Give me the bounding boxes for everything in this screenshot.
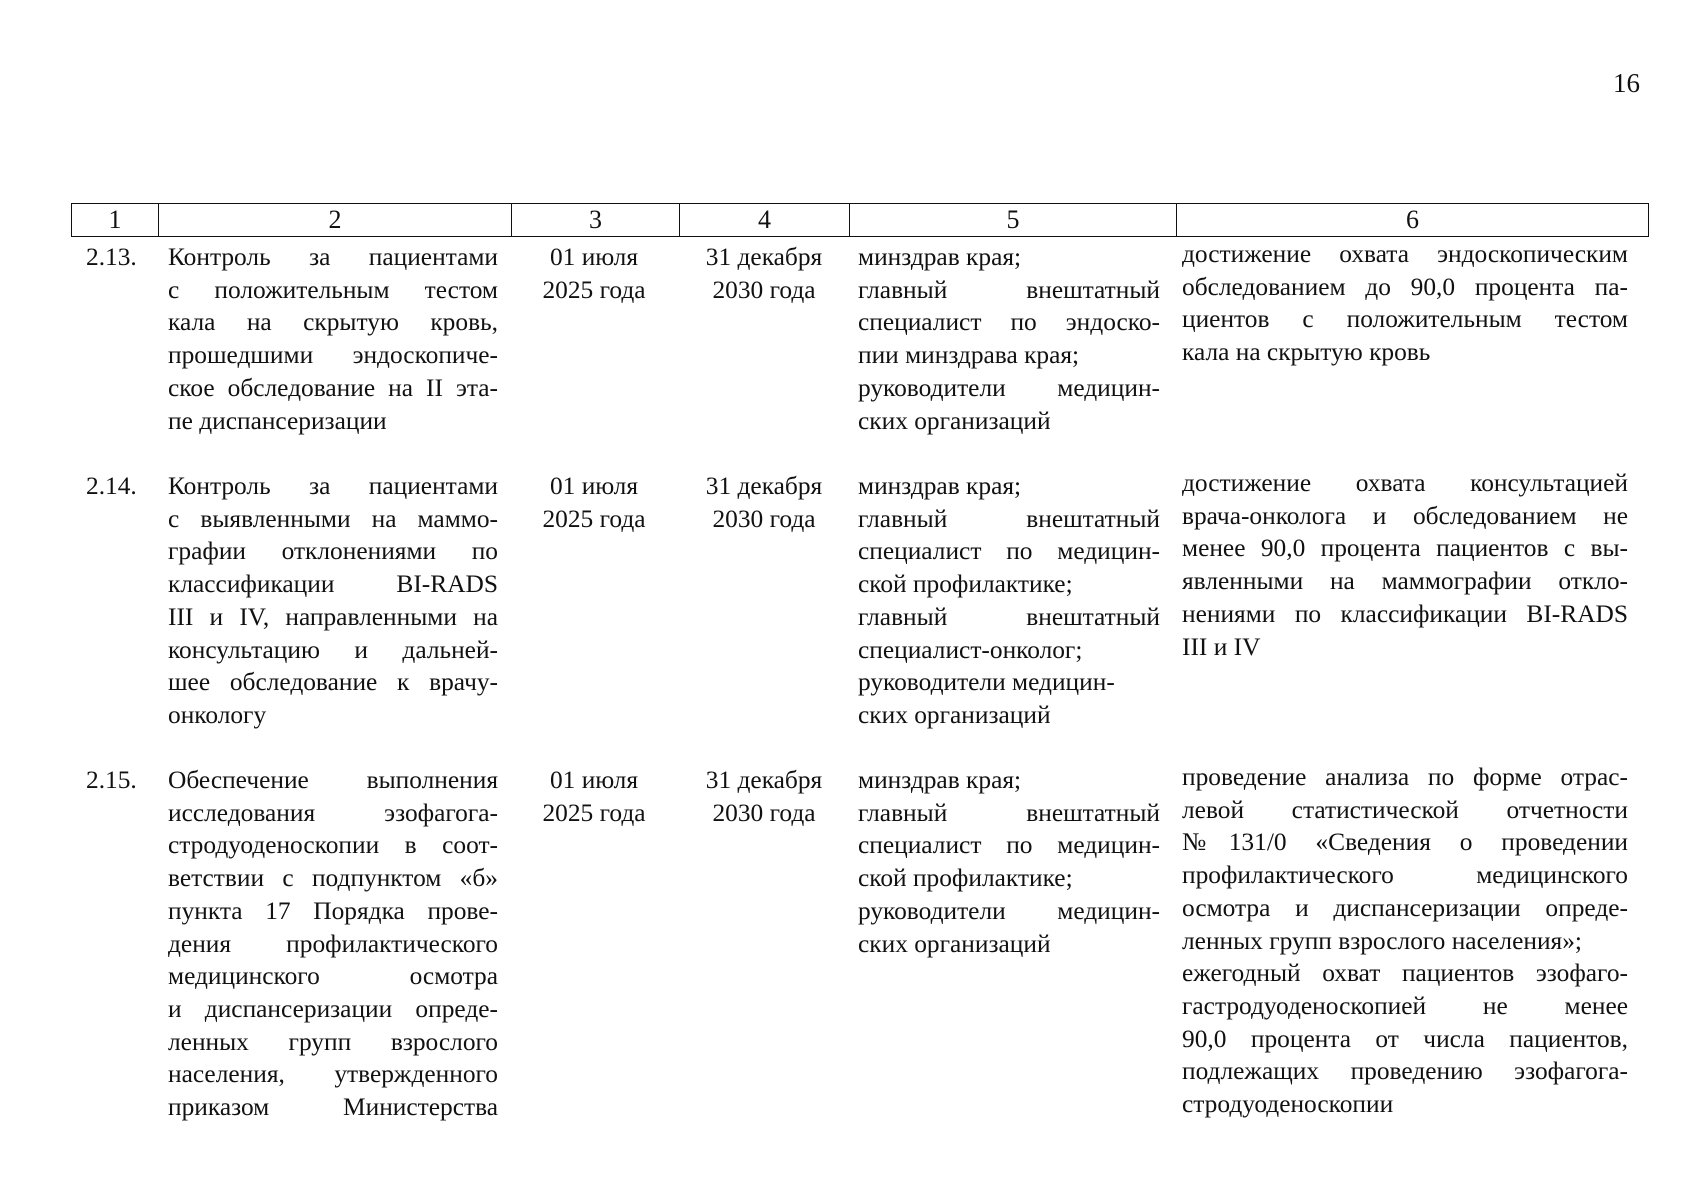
responsible-line: ской профилактике; bbox=[858, 864, 1073, 893]
responsible-line: ских организаций bbox=[858, 929, 1051, 958]
start-date-year: 2025 года bbox=[542, 275, 646, 304]
responsible-line: специалист по эндоско- bbox=[858, 308, 1160, 337]
responsible-line: руководители медицин- bbox=[858, 668, 1115, 697]
result-line: ежегодный охват пациентов эзофаго- bbox=[1182, 959, 1628, 988]
responsible-line: специалист по медицин- bbox=[858, 537, 1160, 566]
responsible-line: минздрав края; bbox=[858, 243, 1022, 271]
description-line: дения профилактического bbox=[168, 929, 498, 958]
responsible-line: специалист-онколог; bbox=[858, 635, 1083, 664]
result-line: нениями по классификации BI-RADS bbox=[1182, 599, 1628, 628]
description-line: с положительным тестом bbox=[168, 275, 498, 304]
responsible-line: главный внештатный bbox=[858, 798, 1160, 827]
result-line: профилактического медицинского bbox=[1182, 861, 1628, 890]
description-line: приказом Министерства bbox=[168, 1093, 498, 1122]
description-line: консультацию и дальней- bbox=[168, 635, 498, 664]
page-number: 16 bbox=[1613, 68, 1640, 98]
result-line: осмотра и диспансеризации опреде- bbox=[1182, 893, 1628, 922]
row-description bbox=[168, 241, 498, 437]
responsible-line: руководители медицин- bbox=[858, 896, 1160, 925]
end-date-year: 2030 года bbox=[712, 798, 816, 827]
header-col-2: 2 bbox=[159, 204, 512, 237]
result-line: врача-онколога и обследованием не bbox=[1182, 501, 1628, 530]
row-responsible bbox=[858, 470, 1160, 732]
row-description bbox=[168, 470, 498, 732]
description-line: и диспансеризации опреде- bbox=[168, 994, 498, 1023]
result-line: достижение охвата консультацией bbox=[1182, 469, 1628, 497]
row-number: 2.14. bbox=[86, 472, 137, 500]
end-date-day: 31 декабря bbox=[705, 472, 823, 500]
row-end-date bbox=[680, 764, 848, 829]
description-line: пункта 17 Порядка прове- bbox=[168, 896, 498, 925]
header-col-3: 3 bbox=[512, 204, 680, 237]
result-line: №131/0 «Сведения о проведении bbox=[1182, 828, 1628, 857]
result-line: кала на скрытую кровь bbox=[1182, 338, 1431, 367]
result-line: гастродуоденоскопией не менее bbox=[1182, 991, 1628, 1020]
responsible-line: главный внештатный bbox=[858, 275, 1160, 304]
result-line: циентов с положительным тестом bbox=[1182, 305, 1628, 334]
responsible-line: пии минздрава края; bbox=[858, 341, 1080, 370]
description-line: ленных групп взрослого bbox=[168, 1027, 498, 1056]
header-col-4: 4 bbox=[680, 204, 850, 237]
responsible-line: главный внештатный bbox=[858, 504, 1160, 533]
result-line: явленными на маммографии откло- bbox=[1182, 567, 1628, 596]
start-date-day: 01 июля bbox=[549, 766, 638, 794]
start-date-year: 2025 года bbox=[542, 798, 646, 827]
description-line: Контроль за пациентами bbox=[168, 243, 498, 271]
responsible-line: специалист по медицин- bbox=[858, 831, 1160, 860]
result-line: менее 90,0 процента пациентов с вы- bbox=[1182, 534, 1628, 563]
result-line: подлежащих проведению эзофагога- bbox=[1182, 1057, 1628, 1086]
row-number: 2.15. bbox=[86, 766, 137, 794]
table-header bbox=[71, 203, 1649, 237]
row-result bbox=[1182, 467, 1628, 663]
row-number: 2.13. bbox=[86, 243, 137, 271]
row-description bbox=[168, 764, 498, 1124]
description-line: III и IV, направленными на bbox=[168, 602, 498, 631]
description-line: стродуоденоскопии в соот- bbox=[168, 831, 498, 860]
description-line: онкологу bbox=[168, 700, 267, 729]
description-line: прошедшими эндоскопиче- bbox=[168, 341, 498, 370]
end-date-year: 2030 года bbox=[712, 504, 816, 533]
row-start-date bbox=[510, 241, 678, 306]
result-line: ленных групп взрослого населения»; bbox=[1182, 926, 1582, 955]
row-responsible bbox=[858, 764, 1160, 960]
responsible-line: минздрав края; bbox=[858, 472, 1022, 500]
start-date-day: 01 июля bbox=[549, 472, 638, 500]
header-col-1: 1 bbox=[72, 204, 159, 237]
result-line: проведение анализа по форме отрас- bbox=[1182, 763, 1628, 791]
description-line: графии отклонениями по bbox=[168, 537, 498, 566]
result-line: III и IV bbox=[1182, 632, 1261, 661]
description-line: Обеспечение выполнения bbox=[168, 766, 498, 794]
description-line: медицинского осмотра bbox=[168, 962, 498, 991]
description-line: пе диспансеризации bbox=[168, 406, 387, 435]
row-start-date bbox=[510, 470, 678, 535]
end-date-day: 31 декабря bbox=[705, 243, 823, 271]
header-col-6: 6 bbox=[1177, 204, 1649, 237]
start-date-year: 2025 года bbox=[542, 504, 646, 533]
responsible-line: ской профилактике; bbox=[858, 570, 1073, 599]
result-line: 90,0 процента от числа пациентов, bbox=[1182, 1024, 1628, 1053]
description-line: шее обследование к врачу- bbox=[168, 668, 498, 697]
responsible-line: минздрав края; bbox=[858, 766, 1022, 794]
row-start-date bbox=[510, 764, 678, 829]
responsible-line: ских организаций bbox=[858, 406, 1051, 435]
end-date-day: 31 декабря bbox=[705, 766, 823, 794]
row-end-date bbox=[680, 241, 848, 306]
result-line: обследованием до 90,0 процента па- bbox=[1182, 272, 1628, 301]
description-line: ское обследование на II эта- bbox=[168, 373, 498, 402]
description-line: Контроль за пациентами bbox=[168, 472, 498, 500]
result-line: достижение охвата эндоскопическим bbox=[1182, 240, 1628, 268]
description-line: с выявленными на маммо- bbox=[168, 504, 498, 533]
description-line: населения, утвержденного bbox=[168, 1060, 498, 1089]
description-line: исследования эзофагога- bbox=[168, 798, 498, 827]
row-responsible bbox=[858, 241, 1160, 437]
description-line: классификации BI-RADS bbox=[168, 570, 498, 599]
result-line: стродуоденоскопии bbox=[1182, 1090, 1394, 1119]
row-end-date bbox=[680, 470, 848, 535]
description-line: кала на скрытую кровь, bbox=[168, 308, 498, 337]
responsible-line: руководители медицин- bbox=[858, 373, 1160, 402]
responsible-line: главный внештатный bbox=[858, 602, 1160, 631]
description-line: ветствии с подпунктом «б» bbox=[168, 864, 498, 893]
end-date-year: 2030 года bbox=[712, 275, 816, 304]
result-line: левой статистической отчетности bbox=[1182, 795, 1628, 824]
row-result bbox=[1182, 238, 1628, 369]
responsible-line: ских организаций bbox=[858, 700, 1051, 729]
header-col-5: 5 bbox=[850, 204, 1177, 237]
row-result bbox=[1182, 761, 1628, 1121]
start-date-day: 01 июля bbox=[549, 243, 638, 271]
